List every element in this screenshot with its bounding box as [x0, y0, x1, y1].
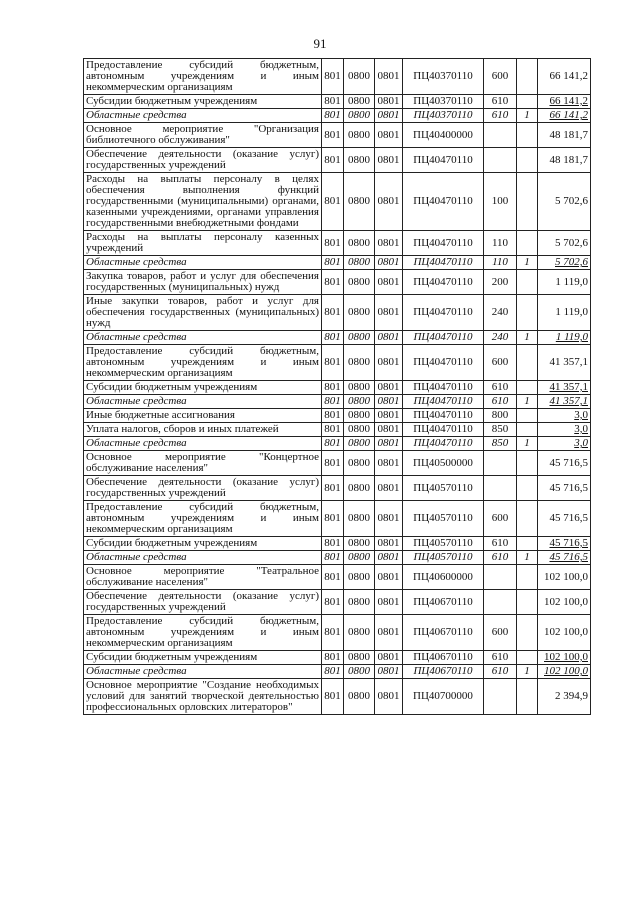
- expense-type-code: 610: [484, 109, 517, 123]
- expense-type-code: [484, 148, 517, 173]
- target-article-code: ПЦ40470110: [403, 270, 484, 295]
- expense-type-code: [484, 476, 517, 501]
- item-name: Субсидии бюджетным учреждениям: [84, 95, 322, 109]
- item-name: Обеспечение деятельности (оказание услуг) государственных учреждений: [84, 148, 322, 173]
- target-article-code: ПЦ40670110: [403, 665, 484, 679]
- amount-value: 102 100,0: [538, 590, 591, 615]
- funding-source-code: 1: [517, 437, 538, 451]
- amount-value: 66 141,2: [538, 109, 591, 123]
- table-row: [84, 381, 591, 395]
- amount-value: 66 141,2: [538, 59, 591, 95]
- subsection-code: 0801: [375, 295, 403, 331]
- funding-source-code: [517, 173, 538, 231]
- expense-type-code: 600: [484, 59, 517, 95]
- target-article-code: ПЦ40470110: [403, 231, 484, 256]
- section-code: 0800: [344, 148, 375, 173]
- target-article-code: ПЦ40570110: [403, 501, 484, 537]
- expense-type-code: 850: [484, 437, 517, 451]
- table-row: [84, 295, 591, 331]
- table-row: [84, 395, 591, 409]
- page-number: 91: [313, 36, 327, 51]
- amount-value: 45 716,5: [538, 451, 591, 476]
- ministry-code: 801: [322, 231, 344, 256]
- ministry-code: 801: [322, 331, 344, 345]
- section-code: 0800: [344, 590, 375, 615]
- expense-type-code: [484, 590, 517, 615]
- subsection-code: 0801: [375, 270, 403, 295]
- item-name: Областные средства: [84, 551, 322, 565]
- subsection-code: 0801: [375, 590, 403, 615]
- expense-type-code: 850: [484, 423, 517, 437]
- ministry-code: 801: [322, 173, 344, 231]
- amount-value: 45 716,5: [538, 551, 591, 565]
- subsection-code: 0801: [375, 651, 403, 665]
- subsection-code: 0801: [375, 679, 403, 715]
- table-row: [84, 590, 591, 615]
- amount-value: 5 702,6: [538, 256, 591, 270]
- subsection-code: 0801: [375, 123, 403, 148]
- funding-source-code: [517, 295, 538, 331]
- ministry-code: 801: [322, 109, 344, 123]
- ministry-code: 801: [322, 565, 344, 590]
- item-name: Областные средства: [84, 256, 322, 270]
- table-row: [84, 501, 591, 537]
- expense-type-code: [484, 565, 517, 590]
- amount-value: 3,0: [538, 409, 591, 423]
- section-code: 0800: [344, 395, 375, 409]
- item-name: Обеспечение деятельности (оказание услуг) государственных учреждений: [84, 590, 322, 615]
- table-row: [84, 123, 591, 148]
- section-code: 0800: [344, 381, 375, 395]
- subsection-code: 0801: [375, 451, 403, 476]
- funding-source-code: [517, 148, 538, 173]
- table-row: [84, 565, 591, 590]
- funding-source-code: 1: [517, 665, 538, 679]
- funding-source-code: [517, 501, 538, 537]
- expense-type-code: 110: [484, 231, 517, 256]
- section-code: 0800: [344, 565, 375, 590]
- table-row: [84, 231, 591, 256]
- table-row: [84, 409, 591, 423]
- item-name: Субсидии бюджетным учреждениям: [84, 651, 322, 665]
- funding-source-code: [517, 381, 538, 395]
- target-article-code: ПЦ40570110: [403, 476, 484, 501]
- ministry-code: 801: [322, 501, 344, 537]
- section-code: 0800: [344, 437, 375, 451]
- ministry-code: 801: [322, 59, 344, 95]
- amount-value: 48 181,7: [538, 123, 591, 148]
- item-name: Основное мероприятие "Концертное обслуживание населения": [84, 451, 322, 476]
- ministry-code: 801: [322, 256, 344, 270]
- target-article-code: ПЦ40670110: [403, 590, 484, 615]
- funding-source-code: [517, 565, 538, 590]
- item-name: Субсидии бюджетным учреждениям: [84, 381, 322, 395]
- item-name: Основное мероприятие "Организация библиотечного обслуживания": [84, 123, 322, 148]
- subsection-code: 0801: [375, 395, 403, 409]
- table-row: [84, 109, 591, 123]
- funding-source-code: [517, 95, 538, 109]
- item-name: Иные закупки товаров, работ и услуг для обеспечения государственных (муниципальных) нужд: [84, 295, 322, 331]
- table-row: [84, 651, 591, 665]
- ministry-code: 801: [322, 665, 344, 679]
- target-article-code: ПЦ40370110: [403, 95, 484, 109]
- section-code: 0800: [344, 423, 375, 437]
- item-name: Закупка товаров, работ и услуг для обеспечения государственных (муниципальных) нужд: [84, 270, 322, 295]
- table-row: [84, 537, 591, 551]
- item-name: Предоставление субсидий бюджетным, автономным учреждениям и иным некоммерческим организациям: [84, 345, 322, 381]
- target-article-code: ПЦ40500000: [403, 451, 484, 476]
- ministry-code: 801: [322, 451, 344, 476]
- target-article-code: ПЦ40670110: [403, 651, 484, 665]
- target-article-code: ПЦ40370110: [403, 59, 484, 95]
- ministry-code: 801: [322, 395, 344, 409]
- amount-value: 102 100,0: [538, 665, 591, 679]
- amount-value: 41 357,1: [538, 381, 591, 395]
- section-code: 0800: [344, 270, 375, 295]
- subsection-code: 0801: [375, 615, 403, 651]
- section-code: 0800: [344, 256, 375, 270]
- funding-source-code: [517, 270, 538, 295]
- funding-source-code: [517, 423, 538, 437]
- target-article-code: ПЦ40470110: [403, 395, 484, 409]
- subsection-code: 0801: [375, 501, 403, 537]
- section-code: 0800: [344, 679, 375, 715]
- target-article-code: ПЦ40570110: [403, 537, 484, 551]
- expense-type-code: 610: [484, 95, 517, 109]
- section-code: 0800: [344, 123, 375, 148]
- table-row: [84, 345, 591, 381]
- funding-source-code: [517, 537, 538, 551]
- target-article-code: ПЦ40470110: [403, 148, 484, 173]
- section-code: 0800: [344, 476, 375, 501]
- section-code: 0800: [344, 109, 375, 123]
- item-name: Предоставление субсидий бюджетным, автономным учреждениям и иным некоммерческим организациям: [84, 615, 322, 651]
- subsection-code: 0801: [375, 173, 403, 231]
- section-code: 0800: [344, 651, 375, 665]
- subsection-code: 0801: [375, 565, 403, 590]
- table-row: [84, 679, 591, 715]
- item-name: Предоставление субсидий бюджетным, автономным учреждениям и иным некоммерческим организациям: [84, 501, 322, 537]
- expense-type-code: [484, 451, 517, 476]
- amount-value: 102 100,0: [538, 651, 591, 665]
- item-name: Обеспечение деятельности (оказание услуг) государственных учреждений: [84, 476, 322, 501]
- funding-source-code: 1: [517, 551, 538, 565]
- subsection-code: 0801: [375, 331, 403, 345]
- section-code: 0800: [344, 331, 375, 345]
- expense-type-code: 100: [484, 173, 517, 231]
- subsection-code: 0801: [375, 256, 403, 270]
- target-article-code: ПЦ40470110: [403, 409, 484, 423]
- funding-source-code: [517, 451, 538, 476]
- subsection-code: 0801: [375, 551, 403, 565]
- amount-value: 3,0: [538, 437, 591, 451]
- section-code: 0800: [344, 59, 375, 95]
- table-row: [84, 451, 591, 476]
- table-row: [84, 437, 591, 451]
- section-code: 0800: [344, 615, 375, 651]
- expense-type-code: 200: [484, 270, 517, 295]
- section-code: 0800: [344, 451, 375, 476]
- subsection-code: 0801: [375, 109, 403, 123]
- table-row: [84, 665, 591, 679]
- ministry-code: 801: [322, 651, 344, 665]
- target-article-code: ПЦ40400000: [403, 123, 484, 148]
- ministry-code: 801: [322, 148, 344, 173]
- item-name: Областные средства: [84, 665, 322, 679]
- section-code: 0800: [344, 665, 375, 679]
- subsection-code: 0801: [375, 231, 403, 256]
- target-article-code: ПЦ40470110: [403, 295, 484, 331]
- ministry-code: 801: [322, 537, 344, 551]
- item-name: Областные средства: [84, 109, 322, 123]
- amount-value: 102 100,0: [538, 565, 591, 590]
- ministry-code: 801: [322, 476, 344, 501]
- item-name: Областные средства: [84, 437, 322, 451]
- amount-value: 102 100,0: [538, 615, 591, 651]
- expense-type-code: 240: [484, 295, 517, 331]
- table-row: [84, 476, 591, 501]
- amount-value: 5 702,6: [538, 173, 591, 231]
- amount-value: 41 357,1: [538, 345, 591, 381]
- amount-value: 1 119,0: [538, 331, 591, 345]
- table-row: [84, 95, 591, 109]
- target-article-code: ПЦ40470110: [403, 423, 484, 437]
- amount-value: 45 716,5: [538, 501, 591, 537]
- budget-table: [83, 58, 591, 715]
- ministry-code: 801: [322, 270, 344, 295]
- target-article-code: ПЦ40470110: [403, 345, 484, 381]
- ministry-code: 801: [322, 409, 344, 423]
- subsection-code: 0801: [375, 537, 403, 551]
- funding-source-code: [517, 345, 538, 381]
- target-article-code: ПЦ40470110: [403, 173, 484, 231]
- target-article-code: ПЦ40470110: [403, 256, 484, 270]
- item-name: Основное мероприятие "Театральное обслуживание населения": [84, 565, 322, 590]
- expense-type-code: 610: [484, 665, 517, 679]
- amount-value: 45 716,5: [538, 476, 591, 501]
- table-row: [84, 173, 591, 231]
- funding-source-code: [517, 476, 538, 501]
- item-name: Расходы на выплаты персоналу в целях обеспечения выполнения функций государственными (муниципальными) органами, казенными учреждениями, органами управления государственными внебюджетными фондами: [84, 173, 322, 231]
- subsection-code: 0801: [375, 59, 403, 95]
- item-name: Основное мероприятие "Создание необходимых условий для занятий творческой деятельностью профессиональных орловских литераторов": [84, 679, 322, 715]
- funding-source-code: [517, 59, 538, 95]
- amount-value: 41 357,1: [538, 395, 591, 409]
- target-article-code: ПЦ40370110: [403, 109, 484, 123]
- target-article-code: ПЦ40470110: [403, 331, 484, 345]
- item-name: Уплата налогов, сборов и иных платежей: [84, 423, 322, 437]
- expense-type-code: 240: [484, 331, 517, 345]
- funding-source-code: 1: [517, 109, 538, 123]
- funding-source-code: [517, 651, 538, 665]
- ministry-code: 801: [322, 345, 344, 381]
- expense-type-code: 600: [484, 615, 517, 651]
- ministry-code: 801: [322, 615, 344, 651]
- subsection-code: 0801: [375, 437, 403, 451]
- table-row: [84, 148, 591, 173]
- section-code: 0800: [344, 345, 375, 381]
- amount-value: 66 141,2: [538, 95, 591, 109]
- funding-source-code: [517, 123, 538, 148]
- item-name: Предоставление субсидий бюджетным, автономным учреждениям и иным некоммерческим организациям: [84, 59, 322, 95]
- item-name: Областные средства: [84, 331, 322, 345]
- amount-value: 3,0: [538, 423, 591, 437]
- ministry-code: 801: [322, 381, 344, 395]
- ministry-code: 801: [322, 679, 344, 715]
- expense-type-code: 610: [484, 381, 517, 395]
- amount-value: 48 181,7: [538, 148, 591, 173]
- funding-source-code: [517, 231, 538, 256]
- expense-type-code: 800: [484, 409, 517, 423]
- subsection-code: 0801: [375, 95, 403, 109]
- funding-source-code: [517, 409, 538, 423]
- item-name: Иные бюджетные ассигнования: [84, 409, 322, 423]
- funding-source-code: 1: [517, 395, 538, 409]
- target-article-code: ПЦ40470110: [403, 381, 484, 395]
- subsection-code: 0801: [375, 423, 403, 437]
- expense-type-code: [484, 679, 517, 715]
- item-name: Областные средства: [84, 395, 322, 409]
- amount-value: 1 119,0: [538, 270, 591, 295]
- ministry-code: 801: [322, 423, 344, 437]
- subsection-code: 0801: [375, 409, 403, 423]
- ministry-code: 801: [322, 123, 344, 148]
- section-code: 0800: [344, 537, 375, 551]
- section-code: 0800: [344, 551, 375, 565]
- section-code: 0800: [344, 409, 375, 423]
- ministry-code: 801: [322, 295, 344, 331]
- section-code: 0800: [344, 173, 375, 231]
- funding-source-code: [517, 590, 538, 615]
- table-row: [84, 331, 591, 345]
- amount-value: 1 119,0: [538, 295, 591, 331]
- section-code: 0800: [344, 95, 375, 109]
- section-code: 0800: [344, 501, 375, 537]
- item-name: Субсидии бюджетным учреждениям: [84, 537, 322, 551]
- table-row: [84, 615, 591, 651]
- expense-type-code: 110: [484, 256, 517, 270]
- section-code: 0800: [344, 231, 375, 256]
- expense-type-code: 600: [484, 345, 517, 381]
- subsection-code: 0801: [375, 345, 403, 381]
- subsection-code: 0801: [375, 665, 403, 679]
- expense-type-code: 610: [484, 395, 517, 409]
- table-row: [84, 551, 591, 565]
- ministry-code: 801: [322, 590, 344, 615]
- target-article-code: ПЦ40600000: [403, 565, 484, 590]
- amount-value: 5 702,6: [538, 231, 591, 256]
- target-article-code: ПЦ40700000: [403, 679, 484, 715]
- amount-value: 2 394,9: [538, 679, 591, 715]
- subsection-code: 0801: [375, 148, 403, 173]
- subsection-code: 0801: [375, 381, 403, 395]
- section-code: 0800: [344, 295, 375, 331]
- table-row: [84, 270, 591, 295]
- ministry-code: 801: [322, 437, 344, 451]
- target-article-code: ПЦ40670110: [403, 615, 484, 651]
- expense-type-code: [484, 123, 517, 148]
- funding-source-code: [517, 679, 538, 715]
- funding-source-code: 1: [517, 256, 538, 270]
- funding-source-code: 1: [517, 331, 538, 345]
- funding-source-code: [517, 615, 538, 651]
- item-name: Расходы на выплаты персоналу казенных учреждений: [84, 231, 322, 256]
- table-row: [84, 59, 591, 95]
- target-article-code: ПЦ40570110: [403, 551, 484, 565]
- ministry-code: 801: [322, 551, 344, 565]
- expense-type-code: 610: [484, 651, 517, 665]
- expense-type-code: 610: [484, 537, 517, 551]
- amount-value: 45 716,5: [538, 537, 591, 551]
- subsection-code: 0801: [375, 476, 403, 501]
- ministry-code: 801: [322, 95, 344, 109]
- expense-type-code: 610: [484, 551, 517, 565]
- expense-type-code: 600: [484, 501, 517, 537]
- table-row: [84, 256, 591, 270]
- target-article-code: ПЦ40470110: [403, 437, 484, 451]
- table-row: [84, 423, 591, 437]
